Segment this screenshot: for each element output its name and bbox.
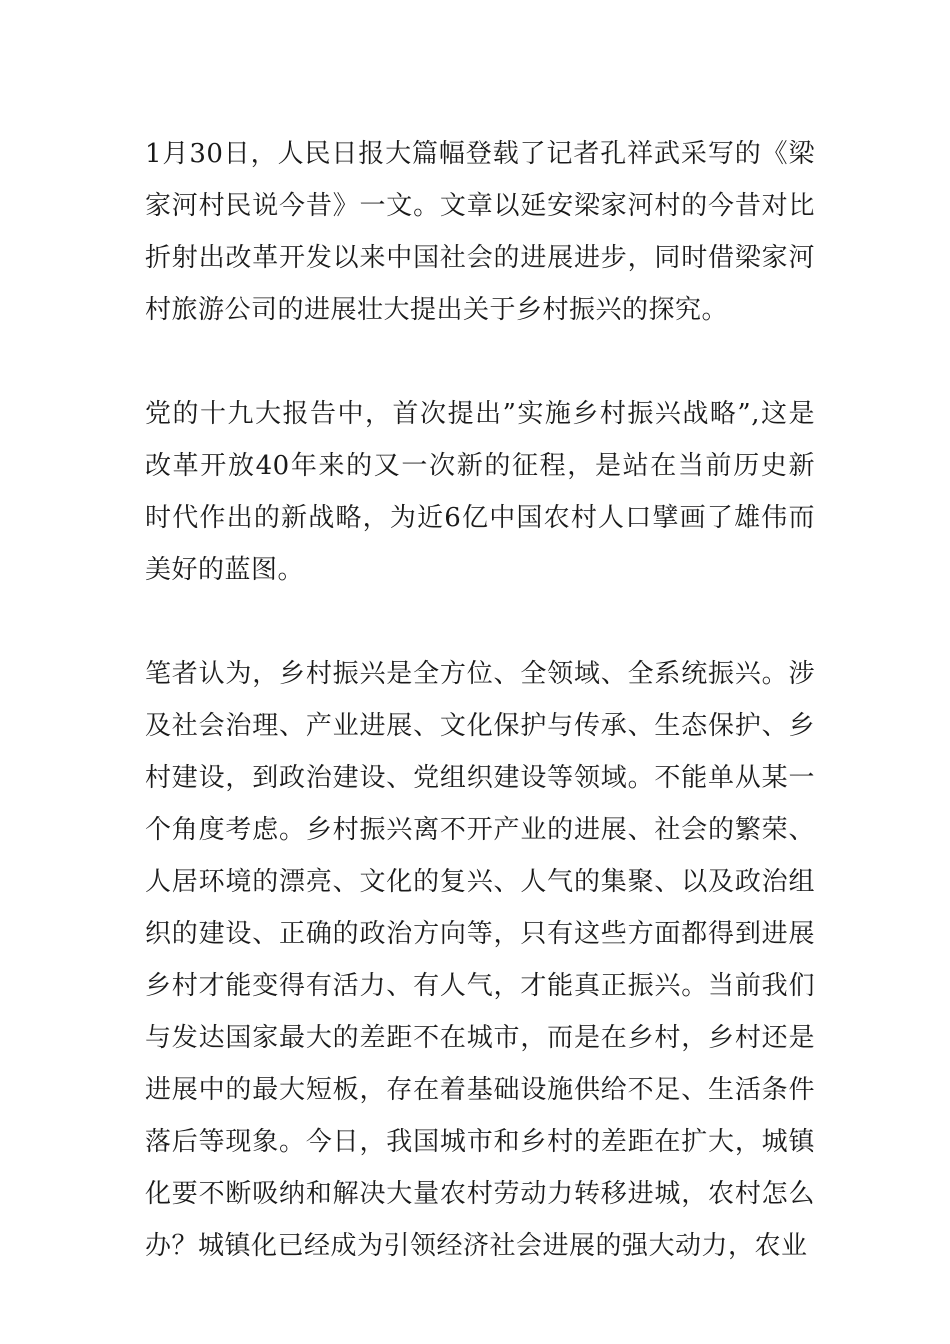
paragraph-author-view: 笔者认为，乡村振兴是全方位、全领域、全系统振兴。涉及社会治理、产业进展、文化保护与传承、生态保护、乡村建设，到政治建设、党组织建设等领域。不能单从某一个角度考虑。乡村振兴离不开产业的进展、社会的繁荣、人居环境的漂亮、文化的复兴、人气的集聚、以及政治组织的建设、正确的政治方向等，只有这些方面都得到进展乡村才能变得有活力、有人气，才能真正振兴。当前我们与发达国家最大的差距不在城市，而是在乡村，乡村还是进展中的最大短板，存在着基础设施供给不足、生活条件落后等现象。今日，我国城市和乡村的差距在扩大，城镇化要不断吸纳和解决大量农村劳动力转移进城，农村怎么办？城镇化已经成为引领经济社会进展的强大动力，农业	[145, 659, 815, 1261]
paragraph-news-report: 1月30日，人民日报大篇幅登载了记者孔祥武采写的《梁家河村民说今昔》一文。文章以延安梁家河村的今昔对比折射出改革开发以来中国社会的进展进步，同时借梁家河村旅游公司的进展壮大提出关于乡村振兴的探究。	[145, 139, 815, 325]
paragraph-party-congress: 党的十九大报告中，首次提出”实施乡村振兴战略”,这是改革开放40年来的又一次新的征程，是站在当前历史新时代作出的新战略，为近6亿中国农村人口擘画了雄伟而美好的蓝图。	[145, 399, 815, 585]
document-body	[145, 128, 815, 1272]
